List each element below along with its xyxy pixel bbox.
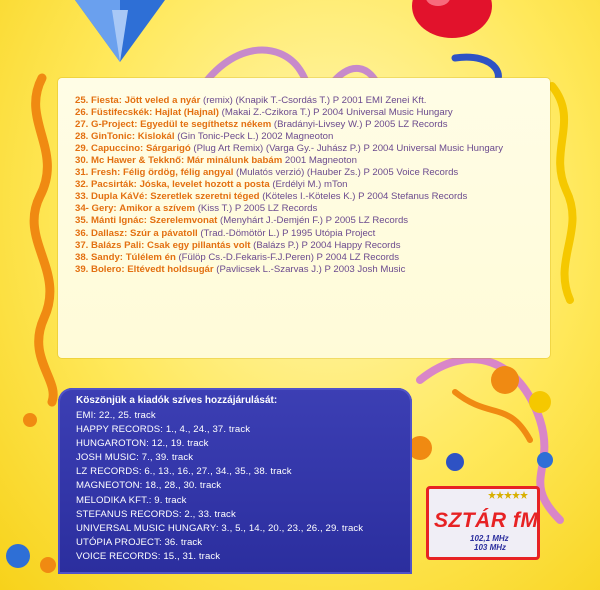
track-credits: (Pavlicsek L.-Szarvas J.) P 2003 Josh Music	[216, 263, 406, 275]
track-number: 28.	[75, 131, 89, 143]
track-title: Félig ördög, félig angyal	[123, 167, 234, 179]
track-title: Csak egy pillantás volt	[147, 239, 251, 251]
track-number: 38.	[75, 251, 89, 263]
track-credits: (Menyhárt J.-Demjén F.) P 2005 LZ Records	[220, 215, 409, 227]
track-item	[75, 264, 545, 276]
track-artist: Dupla KáVé:	[91, 191, 148, 203]
track-number: 33.	[75, 191, 89, 203]
track-item	[75, 167, 545, 179]
publisher-item: UNIVERSAL MUSIC HUNGARY: 3., 5., 14., 20., 23., 26., 29. track	[76, 522, 364, 534]
track-number: 29.	[75, 143, 89, 155]
track-item	[75, 143, 545, 155]
track-title: Amikor a szívem	[119, 203, 196, 215]
publisher-item: HAPPY RECORDS: 1., 4., 24., 37. track	[76, 424, 251, 436]
track-item	[75, 215, 545, 227]
track-credits: (Kiss T.) P 2005 LZ Records	[197, 203, 318, 215]
publisher-item: MELODIKA KFT.: 9. track	[76, 494, 187, 506]
track-artist: GinTonic:	[91, 131, 136, 143]
track-number: 39.	[75, 263, 89, 275]
track-title: Jött veled a nyár	[124, 95, 201, 106]
publisher-item: MAGNEOTON: 18., 28., 30. track	[76, 480, 222, 492]
track-number: 30.	[75, 155, 89, 167]
track-artist: Pacsirták:	[91, 179, 137, 191]
track-item	[75, 155, 545, 167]
publisher-item: HUNGAROTON: 12., 19. track	[76, 438, 209, 450]
publisher-item: JOSH MUSIC: 7., 39. track	[76, 452, 194, 464]
track-item	[75, 203, 545, 215]
publisher-item: EMI: 22., 25. track	[76, 410, 156, 421]
track-credits: (Bradányi-Livsey W.) P 2005 LZ Records	[273, 119, 448, 131]
orange-streamer-icon	[34, 78, 53, 402]
track-title: Hajlat (Hajnal)	[155, 107, 219, 119]
track-item	[75, 131, 545, 143]
track-title: Szeretlek szeretni téged	[150, 191, 260, 203]
track-artist: Dallasz:	[91, 227, 128, 239]
publisher-item: UTÓPIA PROJECT: 36. track	[76, 536, 203, 548]
track-artist: Fresh:	[91, 167, 121, 179]
track-item	[75, 240, 545, 252]
track-item	[75, 191, 545, 203]
track-item	[75, 107, 545, 119]
track-artist: Mánti Ignác:	[91, 215, 147, 227]
publisher-item: STEFANUS RECORDS: 2., 33. track	[76, 508, 236, 520]
track-title: Túlélem én	[125, 251, 176, 263]
track-title: Már minálunk babám	[186, 155, 283, 167]
track-credits: 2001 Magneoton	[284, 155, 357, 167]
track-item	[75, 252, 545, 264]
track-title: Sárgarigó	[145, 143, 191, 155]
track-credits: (Balázs P.) P 2004 Happy Records	[253, 239, 401, 251]
track-number: 36.	[75, 227, 89, 239]
track-item	[75, 179, 545, 191]
track-credits: (Trad.-Dömötör L.) P 1995 Utópia Project	[200, 227, 376, 239]
track-number: 25.	[75, 95, 89, 106]
track-credits: (Köteles I.-Köteles K.) P 2004 Stefanus Records	[262, 191, 468, 203]
track-number: 26.	[75, 107, 89, 119]
track-artist: G-Project:	[91, 119, 138, 131]
track-number: 34-	[75, 203, 89, 215]
track-item	[75, 228, 545, 240]
track-title: Kislokál	[137, 131, 175, 143]
track-number: 31.	[75, 167, 89, 179]
track-credits: (Mulatós verzió) (Hauber Zs.) P 2005 Voice Records	[236, 167, 459, 179]
logo-frequency-2: 103 MHz	[474, 543, 507, 552]
track-artist: Balázs Pali:	[91, 239, 145, 251]
track-title: Jóska, levelet hozott a posta	[139, 179, 270, 191]
logo-title: SZTÁR fM	[434, 509, 539, 532]
track-title: Egyedül te segíthetsz nékem	[140, 119, 272, 131]
track-number: 32.	[75, 179, 89, 191]
track-credits: (Erdélyi M.) mTon	[272, 179, 348, 191]
track-credits: (Gin Tonic-Peck L.) 2002 Magneoton	[177, 131, 334, 143]
track-credits: (Makai Z.-Czikora T.) P 2004 Universal Music Hungary	[221, 107, 453, 119]
track-artist: Fiesta:	[91, 95, 122, 106]
red-balloon-icon	[412, 0, 492, 38]
publisher-item: VOICE RECORDS: 15., 31. track	[76, 550, 221, 562]
track-title: Szerelemvonat	[149, 215, 218, 227]
track-number: 35.	[75, 215, 89, 227]
track-artist: Mc Hawer & Tekknő:	[91, 155, 185, 167]
track-item	[75, 95, 545, 107]
track-credits: (Plug Art Remix) (Varga Gy.- Juhász P.) P 2004 Universal Music Hungary	[193, 143, 504, 155]
track-number: 27.	[75, 119, 89, 131]
publisher-item: LZ RECORDS: 6., 13., 16., 27., 34., 35., 38. track	[76, 466, 292, 478]
track-item	[75, 119, 545, 131]
tracklist	[75, 95, 545, 276]
publisher-list	[76, 409, 363, 564]
track-artist: Capuccino:	[91, 143, 144, 155]
track-credits: (remix) (Knapik T.-Csordás T.) P 2001 EMI Zenei Kft.	[203, 95, 427, 106]
track-credits: (Fülöp Cs.-D.Fekaris-F.J.Peren) P 2004 LZ Records	[178, 251, 400, 263]
track-artist: Füstifecskék:	[91, 107, 153, 119]
yellow-streamer-icon	[552, 86, 573, 300]
track-artist: Gery:	[91, 203, 117, 215]
logo-frequency-1: 102,1 MHz	[470, 534, 509, 543]
track-title: Szúr a pávatoll	[129, 227, 198, 239]
track-artist: Sandy:	[91, 251, 124, 263]
track-title: Eltévedt holdsugár	[127, 263, 214, 275]
thanks-heading: Köszönjük a kiadók szíves hozzájárulását:	[76, 395, 278, 406]
track-number: 37.	[75, 239, 89, 251]
stars-icon	[488, 490, 528, 502]
track-artist: Bolero:	[91, 263, 125, 275]
